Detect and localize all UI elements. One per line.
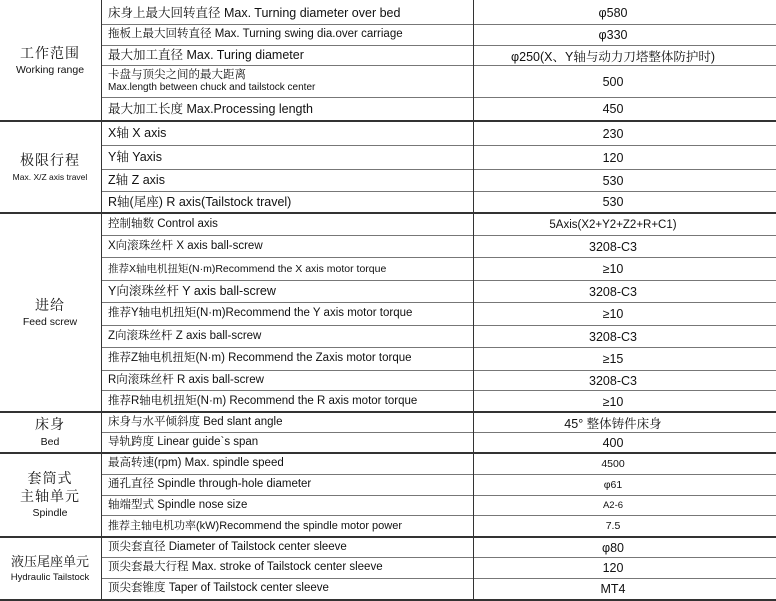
param-value: φ330 [598, 28, 628, 42]
table-row [102, 454, 776, 475]
param-label: 推荐X轴电机扭矩(N·m)Recommend the X axis motor torque [108, 262, 387, 275]
param-label: 控制轴数 Control axis [108, 217, 218, 230]
param-label: Y向滚珠丝杆 Y axis ball-screw [108, 284, 276, 299]
param-label: 通孔直径 Spindle through-hole diameter [108, 478, 312, 491]
column-divider [473, 0, 474, 601]
param-value: φ580 [598, 6, 628, 20]
param-label: 床身与水平倾斜度 Bed slant angle [108, 415, 283, 428]
param-value: MT4 [600, 582, 626, 596]
group-cn: 床身 [35, 416, 65, 433]
section-divider [0, 120, 776, 122]
section-divider [0, 212, 776, 214]
table-row [102, 433, 776, 452]
group-cn: 工作范围 [20, 44, 80, 61]
param-value: 120 [602, 561, 624, 575]
param-label: 推荐R轴电机扭矩(N·m) Recommend the R axis motor torque [108, 394, 418, 407]
param-label: 推荐Z轴电机扭矩(N·m) Recommend the Zaxis motor torque [108, 352, 412, 365]
param-value: ≥10 [602, 307, 624, 321]
param-value: A2-6 [602, 500, 624, 511]
param-label: R轴(尾座) R axis(Tailstock travel) [108, 194, 292, 209]
param-label: X向滚珠丝杆 X axis ball-screw [108, 239, 263, 252]
table-row [102, 475, 776, 496]
param-label: 卡盘与顶尖之间的最大距离 [108, 69, 246, 82]
param-label: 床身上最大回转直径 Max. Turning diameter over bed [108, 5, 401, 20]
table-row [102, 579, 776, 599]
param-value: 530 [602, 173, 624, 188]
param-value: ≥10 [602, 262, 624, 276]
section-divider [0, 452, 776, 454]
column-divider [101, 0, 102, 601]
table-row [102, 170, 776, 192]
table-row [102, 538, 776, 558]
table-row [102, 371, 776, 391]
group-en: Hydraulic Tailstock [10, 572, 90, 584]
param-value: φ250(X、Y轴与动力刀塔整体防护时) [511, 49, 715, 64]
param-value: φ61 [603, 479, 623, 491]
param-label: 最高转速(rpm) Max. spindle speed [108, 457, 284, 470]
param-value: 5Axis(X2+Y2+Z2+R+C1) [549, 218, 677, 231]
group-en: Feed screw [22, 316, 78, 329]
param-label: 轴端型式 Spindle nose size [108, 498, 248, 511]
param-label: 顶尖套锥度 Taper of Tailstock center sleeve [108, 582, 329, 595]
table-row [102, 558, 776, 579]
param-value: 500 [602, 74, 624, 89]
param-value: 400 [602, 435, 624, 450]
param-label: Z向滚珠丝杆 Z axis ball-screw [108, 329, 262, 342]
param-label: Z轴 Z axis [108, 173, 165, 188]
table-row [102, 2, 776, 25]
group-spindle [0, 454, 100, 536]
table-row [102, 214, 776, 236]
table-row [102, 303, 776, 326]
param-label-en: Max.length between chuck and tailstock center [108, 82, 316, 94]
table-row [102, 146, 776, 170]
table-row [102, 348, 776, 371]
param-value: 45° 整体铸件床身 [564, 416, 662, 431]
table-row [102, 192, 776, 212]
param-label: 最大加工长度 Max.Processing length [108, 101, 313, 116]
group-tailstock [0, 538, 100, 600]
table-row [102, 496, 776, 516]
group-cn: 套筒式 [27, 470, 73, 487]
param-label: 导轨跨度 Linear guide`s span [108, 435, 259, 448]
param-value: 3208-C3 [589, 239, 637, 254]
table-row [102, 391, 776, 412]
param-value: 530 [602, 195, 624, 209]
param-value: 4500 [601, 458, 625, 470]
group-feed-screw [0, 214, 100, 412]
group-cn: 主轴单元 [20, 487, 80, 504]
param-value: 3208-C3 [589, 329, 637, 344]
table-row [102, 236, 776, 258]
table-row [102, 122, 776, 146]
param-label: 顶尖套直径 Diameter of Tailstock center sleeve [108, 540, 347, 553]
group-en: Working range [15, 64, 85, 77]
param-value: ≥15 [602, 352, 624, 366]
table-row [102, 46, 776, 66]
param-value: 7.5 [605, 520, 621, 532]
section-divider [0, 411, 776, 413]
param-value: 3208-C3 [589, 373, 637, 388]
param-value: 450 [602, 102, 624, 116]
param-label: 顶尖套最大行程 Max. stroke of Tailstock center sleeve [108, 561, 383, 574]
group-cn: 液压尾座单元 [10, 554, 89, 570]
table-row [102, 98, 776, 120]
table-row [102, 516, 776, 536]
group-bed [0, 413, 100, 452]
table-row [102, 66, 776, 98]
section-divider [0, 536, 776, 538]
group-working-range [0, 2, 100, 120]
param-label: 拖板上最大回转直径 Max. Turning swing dia.over carriage [108, 28, 403, 41]
param-value: 230 [602, 126, 624, 141]
group-cn: 进给 [35, 296, 65, 313]
group-en: Max. X/Z axis travel [12, 171, 88, 182]
param-value: 3208-C3 [589, 284, 637, 299]
param-label: 最大加工直径 Max. Turing diameter [108, 48, 304, 63]
table-row [102, 326, 776, 348]
group-cn: 极限行程 [20, 152, 80, 169]
param-value: φ80 [601, 540, 624, 555]
table-row [102, 413, 776, 433]
param-label: X轴 X axis [108, 126, 167, 141]
param-value: ≥10 [602, 394, 624, 409]
param-value: 120 [602, 150, 624, 165]
group-en: Bed [40, 435, 60, 448]
param-label: 推荐主轴电机功率(kW)Recommend the spindle motor power [108, 519, 403, 532]
group-axis-travel [0, 122, 100, 212]
param-label: R向滚珠丝杆 R axis ball-screw [108, 373, 264, 386]
table-row [102, 281, 776, 303]
table-row [102, 25, 776, 46]
param-label: 推荐Y轴电机扭矩(N·m)Recommend the Y axis motor torque [108, 307, 413, 320]
group-en: Spindle [32, 507, 68, 520]
param-label: Y轴 Yaxis [108, 150, 162, 165]
table-row [102, 258, 776, 281]
